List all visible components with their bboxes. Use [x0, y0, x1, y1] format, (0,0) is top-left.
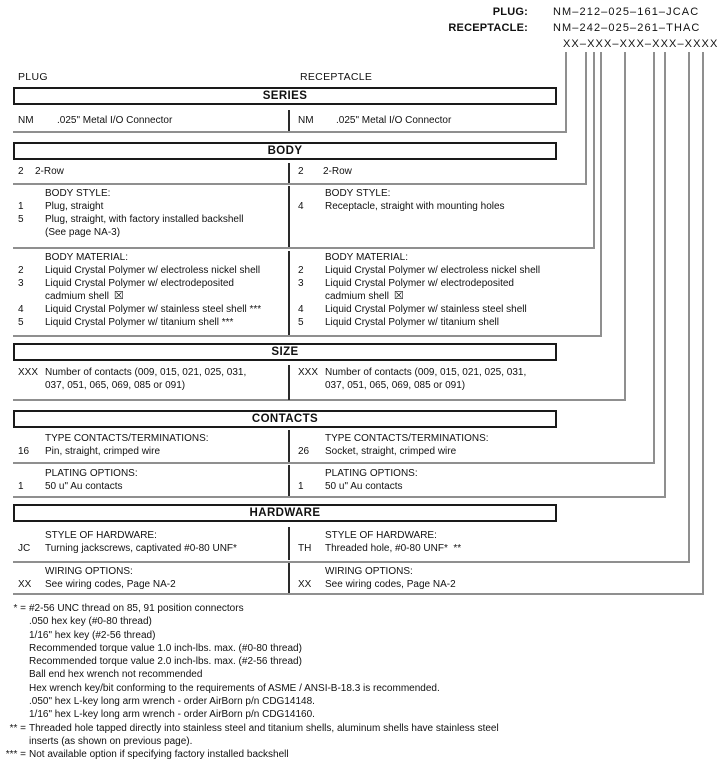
size-section-header: SIZE	[13, 343, 557, 361]
option-desc-continued: (See page NA-3)	[45, 227, 121, 238]
column-divider	[288, 563, 290, 593]
subsection-heading: TYPE CONTACTS/TERMINATIONS:	[325, 433, 489, 444]
column-divider	[288, 465, 290, 496]
option-desc: Liquid Crystal Polymer w/ stainless steel shell ***	[45, 304, 262, 315]
option-desc: 2-Row	[323, 166, 352, 177]
option-code: 2	[18, 265, 24, 276]
option-desc: See wiring codes, Page NA-2	[45, 579, 176, 590]
plug-part-number-value: NM–212–025–161–JCAC	[553, 6, 700, 18]
plating-subsection	[0, 465, 726, 496]
subsection-heading: STYLE OF HARDWARE:	[45, 530, 157, 541]
rule-body-material	[13, 335, 602, 337]
option-desc: See wiring codes, Page NA-2	[325, 579, 456, 590]
body-section-header: BODY	[13, 142, 557, 160]
column-divider	[288, 527, 290, 560]
footnote-text: .050" hex L-key long arm wrench - order AirBorn p/n CDG14148.	[29, 696, 315, 708]
option-desc: Liquid Crystal Polymer w/ electrodeposited	[45, 278, 234, 289]
footnote-line	[0, 723, 726, 736]
rule-wiring	[13, 593, 704, 595]
rule-contact-type	[13, 462, 655, 464]
footnote-line	[0, 709, 726, 722]
option-desc: 2-Row	[35, 166, 64, 177]
option-code: 3	[18, 278, 24, 289]
column-divider	[288, 110, 290, 131]
option-desc-continued: cadmium shell	[325, 291, 389, 302]
option-desc: Number of contacts (009, 015, 021, 025, 031,	[325, 367, 527, 378]
plug-column-label: PLUG	[18, 71, 48, 83]
footnote-text: #2-56 UNC thread on 85, 91 position connectors	[29, 603, 244, 614]
option-desc-continued: 037, 051, 065, 069, 085 or 091)	[45, 380, 186, 391]
footnote-text: 1/16" hex key (#2-56 thread)	[29, 629, 156, 641]
subsection-heading: BODY MATERIAL:	[45, 252, 128, 263]
series-section-header: SERIES	[13, 87, 557, 105]
option-desc: Liquid Crystal Polymer w/ titanium shell	[325, 317, 499, 328]
option-code: 2	[298, 265, 304, 276]
option-code: 4	[18, 304, 24, 315]
footnote-marker: *** =	[5, 749, 26, 761]
body-row	[0, 163, 726, 183]
subsection-heading: BODY MATERIAL:	[325, 252, 408, 263]
subsection-heading: STYLE OF HARDWARE:	[325, 530, 437, 541]
footnote-line	[0, 736, 726, 749]
footnote-line	[0, 683, 726, 696]
footnote-text: Threaded hole tapped directly into stainless steel and titanium shells, aluminum shells have stainless steel	[29, 722, 499, 734]
footnote-text: Recommended torque value 2.0 inch-lbs. max. (#2-56 thread)	[29, 656, 302, 668]
footnote-line	[0, 669, 726, 682]
footnote-text: .050 hex key (#0-80 thread)	[29, 616, 152, 628]
subsection-heading: WIRING OPTIONS:	[45, 566, 133, 577]
column-divider	[288, 365, 290, 400]
hardware-section-header: HARDWARE	[13, 504, 557, 522]
option-code: NM	[298, 115, 314, 126]
option-desc: Turning jackscrews, captivated #0-80 UNF*	[45, 543, 237, 554]
option-code: 2	[298, 166, 304, 177]
option-code: 3	[298, 278, 304, 289]
option-code: JC	[18, 543, 31, 554]
body-style-subsection	[0, 186, 726, 247]
footnote-marker: ** =	[9, 722, 26, 734]
boxed-x-icon: ☒	[113, 289, 124, 302]
contact-type-subsection	[0, 430, 726, 462]
footnote-line	[0, 643, 726, 656]
footnote-line	[0, 630, 726, 643]
subsection-heading: PLATING OPTIONS:	[325, 468, 418, 479]
footnote-line	[0, 603, 726, 616]
option-code: 16	[18, 446, 30, 457]
column-divider	[288, 251, 290, 335]
option-code: 1	[298, 481, 304, 492]
plug-part-number-label: PLUG:	[492, 6, 528, 18]
option-code: XXX	[298, 367, 319, 378]
footnote-text: 1/16" hex L-key long arm wrench - order AirBorn p/n CDG14160.	[29, 709, 315, 721]
option-desc: Plug, straight	[45, 201, 104, 212]
footnote-text: Hex wrench key/bit conforming to the requirements of ASME / ANSI-B-18.3 is recommended.	[29, 682, 440, 694]
receptacle-part-number-value: NM–242–025–261–THAC	[553, 22, 701, 34]
option-code: XX	[18, 579, 32, 590]
option-desc: Liquid Crystal Polymer w/ titanium shell ***	[45, 317, 234, 328]
column-divider	[288, 186, 290, 247]
receptacle-column-label: RECEPTACLE	[300, 71, 373, 83]
subsection-heading: BODY STYLE:	[325, 188, 391, 199]
option-desc: Liquid Crystal Polymer w/ stainless steel shell	[325, 304, 527, 315]
series-row	[0, 110, 726, 131]
subsection-heading: BODY STYLE:	[45, 188, 111, 199]
option-desc: 50 u" Au contacts	[325, 481, 403, 492]
option-desc-continued: cadmium shell	[45, 291, 109, 302]
option-code: 2	[18, 166, 24, 177]
option-desc: .025" Metal I/O Connector	[336, 115, 452, 126]
option-code: 5	[298, 317, 304, 328]
subsection-heading: PLATING OPTIONS:	[45, 468, 138, 479]
option-desc: Pin, straight, crimped wire	[45, 446, 161, 457]
option-desc: Receptacle, straight with mounting holes	[325, 201, 505, 212]
rule-body-row	[13, 183, 587, 185]
rule-body-style	[13, 247, 595, 249]
rule-series	[13, 131, 567, 133]
footnote-text: Recommended torque value 1.0 inch-lbs. max. (#0-80 thread)	[29, 642, 302, 654]
option-desc: Threaded hole, #0-80 UNF* **	[325, 543, 462, 554]
option-desc: Liquid Crystal Polymer w/ electroless nickel shell	[45, 265, 261, 276]
rule-plating	[13, 496, 666, 498]
option-code: 1	[18, 201, 24, 212]
option-code: 4	[298, 304, 304, 315]
column-divider	[288, 430, 290, 462]
option-code: XXX	[18, 367, 39, 378]
option-code: XX	[298, 579, 312, 590]
footnote-line	[0, 616, 726, 629]
option-code: 5	[18, 214, 24, 225]
option-desc: Plug, straight, with factory installed backshell	[45, 214, 244, 225]
option-code: 26	[298, 446, 310, 457]
wiring-subsection	[0, 563, 726, 593]
footnote-text: inserts (as shown on previous page).	[29, 735, 193, 747]
size-row	[0, 365, 726, 400]
footnote-line	[0, 656, 726, 669]
footnote-marker: * =	[13, 603, 26, 614]
option-desc: 50 u" Au contacts	[45, 481, 123, 492]
receptacle-part-number-label: RECEPTACLE:	[448, 22, 528, 34]
subsection-heading: TYPE CONTACTS/TERMINATIONS:	[45, 433, 209, 444]
part-number-mask: XX–XXX–XXX–XXX–XXXX	[563, 38, 719, 50]
footnote-text: Not available option if specifying factory installed backshell	[29, 749, 289, 761]
option-code: TH	[298, 543, 312, 554]
footnote-line	[0, 696, 726, 709]
option-code: 1	[18, 481, 24, 492]
contacts-section-header: CONTACTS	[13, 410, 557, 428]
option-code: 5	[18, 317, 24, 328]
boxed-x-icon: ☒	[393, 289, 404, 302]
option-desc-continued: 037, 051, 065, 069, 085 or 091)	[325, 380, 466, 391]
body-material-subsection	[0, 251, 726, 335]
hardware-style-subsection	[0, 527, 726, 560]
option-desc: .025" Metal I/O Connector	[57, 115, 173, 126]
option-desc: Liquid Crystal Polymer w/ electrodeposited	[325, 278, 514, 289]
footnote-line	[0, 749, 726, 762]
option-desc: Liquid Crystal Polymer w/ electroless nickel shell	[325, 265, 541, 276]
footnotes-block	[0, 603, 726, 762]
footnote-text: Ball end hex wrench not recommended	[29, 669, 203, 681]
option-code: 4	[298, 201, 304, 212]
column-divider	[288, 163, 290, 183]
option-desc: Number of contacts (009, 015, 021, 025, 031,	[45, 367, 247, 378]
option-desc: Socket, straight, crimped wire	[325, 446, 457, 457]
option-code: NM	[18, 115, 34, 126]
subsection-heading: WIRING OPTIONS:	[325, 566, 413, 577]
